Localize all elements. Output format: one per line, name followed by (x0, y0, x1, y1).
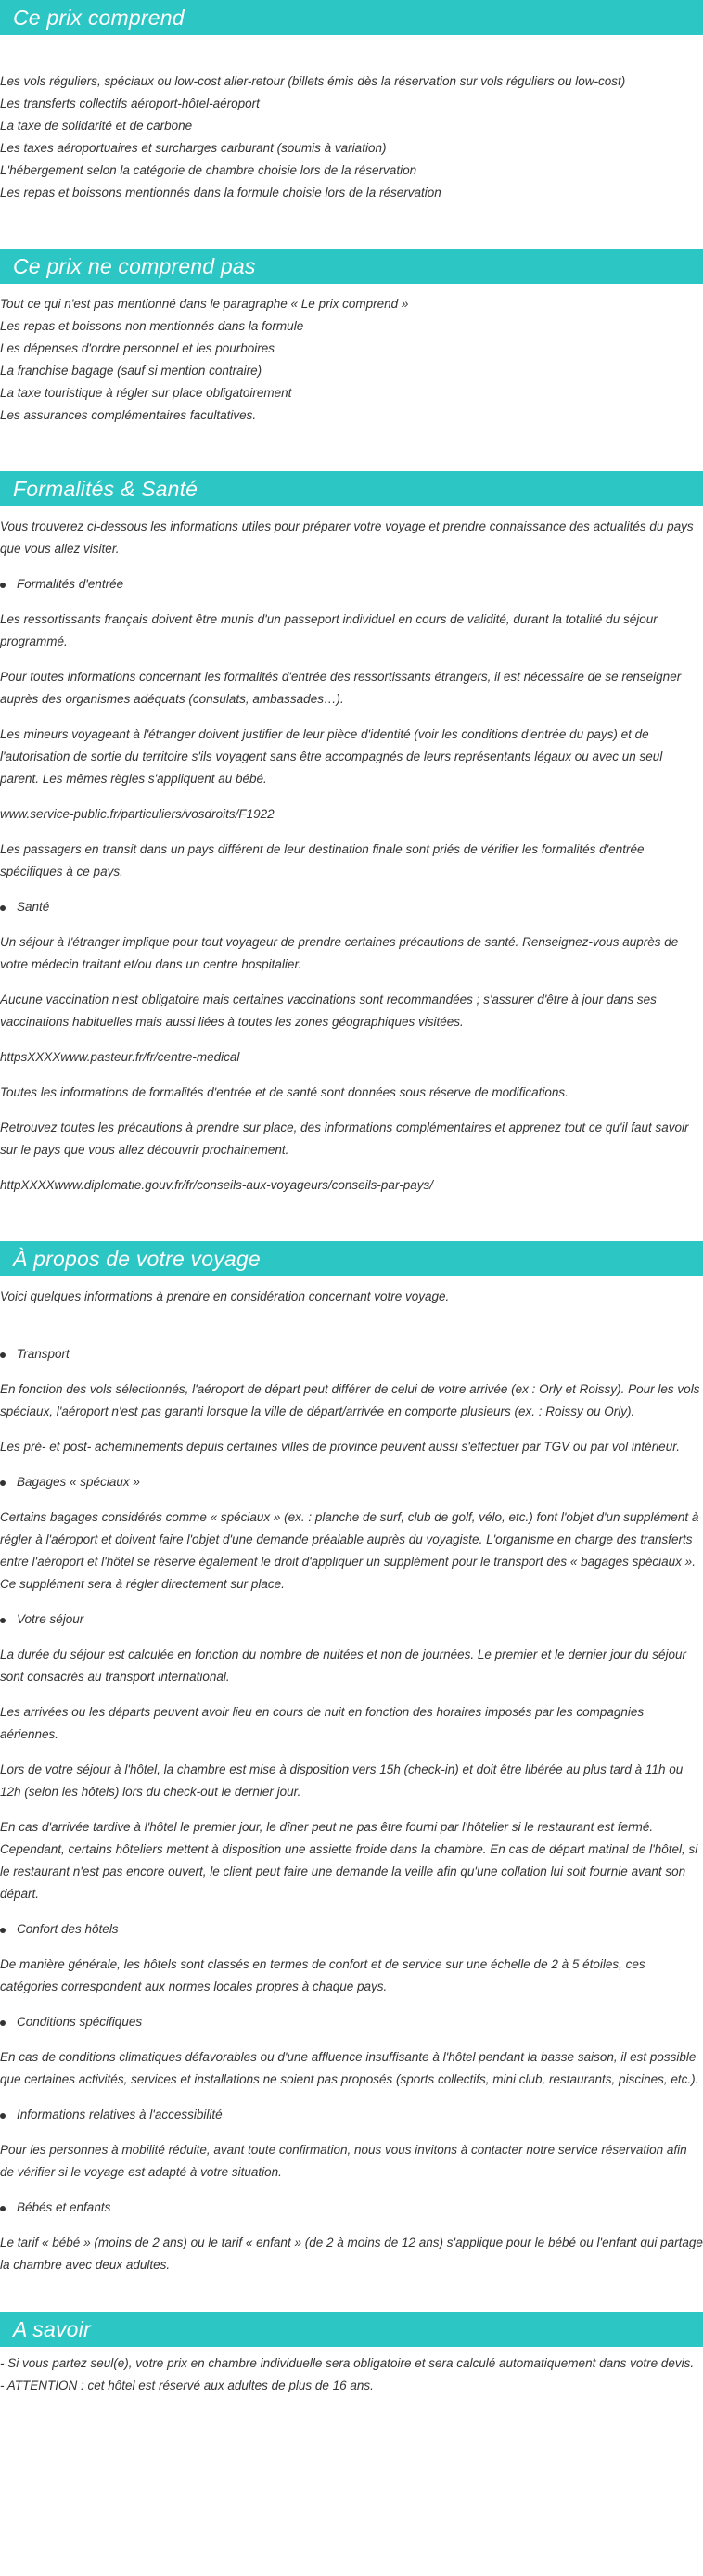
list-item: Les repas et boissons mentionnés dans la formule choisie lors de la réservation (0, 186, 441, 199)
intro-text: Voici quelques informations à prendre en considération concernant votre voyage. (0, 1289, 450, 1303)
paragraph: Certains bagages considérés comme « spéciaux » (ex. : planche de surf, club de golf, vélo, etc.) font l'objet d'un supplément à régler à l'aéroport et doivent faire l'objet d'une demande préalable auprès du voyagiste. L'organisme en charge des transferts entre l'aéroport et l'hôtel se réserve également le droit d'appliquer un supplément pour le transport des « bagages spéciaux ». Ce supplément sera à régler directement sur place. (0, 1510, 699, 1591)
paragraph: En cas d'arrivée tardive à l'hôtel le premier jour, le dîner peut ne pas être fourni par l'hôtelier si le restaurant est fermé. Cependant, certains hôteliers mettent à disposition une assiette froide dans la chambre. En cas de départ matinal de l'hôtel, si le restaurant n'est pas encore ouvert, le client peut faire une demande la veille afin qu'une collation lui soit fournie avant son départ. (0, 1820, 698, 1901)
list-item: La taxe touristique à régler sur place obligatoirement (0, 386, 292, 400)
bullet-heading: Bébés et enfants (0, 2197, 703, 2219)
paragraph: Retrouvez toutes les précautions à prendre sur place, des informations complémentaires et apprenez tout ce qu'il faut savoir sur le pays que vous allez découvrir prochainement. (0, 1121, 689, 1157)
note-line: - Si vous partez seul(e), votre prix en chambre individuelle sera obligatoire et sera calculé automatiquement dans votre devis. (0, 2356, 695, 2370)
pasteur-link[interactable]: httpsXXXXwww.pasteur.fr/fr/centre-medical (0, 1050, 240, 1064)
section-header (0, 249, 703, 284)
section-price-excludes (0, 249, 703, 427)
paragraph: Pour toutes informations concernant les formalités d'entrée des ressortissants étrangers, il est nécessaire de se renseigner auprès des organismes adéquats (consulats, ambassades…). (0, 670, 682, 706)
section-header (0, 471, 703, 506)
list-item: Les vols réguliers, spéciaux ou low-cost aller-retour (billets émis dès la réservation sur vols réguliers ou low-cost) (0, 74, 626, 88)
bullet-heading: Transport (0, 1343, 703, 1365)
section-body (0, 284, 703, 427)
paragraph: Les ressortissants français doivent être munis d'un passeport individuel en cours de validité, durant la totalité du séjour programmé. (0, 612, 658, 648)
paragraph: En cas de conditions climatiques défavorables ou d'une affluence insuffisante à l'hôtel pendant la basse saison, il est possible que certaines activités, services et installations ne soient pas proposés (sports collectifs, mini club, restaurants, piscines, etc.). (0, 2050, 699, 2086)
paragraph: Aucune vaccination n'est obligatoire mais certaines vaccinations sont recommandées ; s'assurer d'être à jour dans ses vaccinations habituelles mais aussi liées à toutes les zones géographiques visitées. (0, 993, 657, 1029)
bullet-heading: Formalités d'entrée (0, 573, 703, 596)
section-header (0, 1241, 703, 1276)
section-formalities-health (0, 471, 703, 1197)
section-price-includes (0, 0, 703, 204)
paragraph: Le tarif « bébé » (moins de 2 ans) ou le tarif « enfant » (de 2 à moins de 12 ans) s'applique pour le bébé ou l'enfant qui partage la chambre avec deux adultes. (0, 2236, 703, 2272)
section-title: A savoir (13, 2316, 91, 2341)
paragraph: Toutes les informations de formalités d'entrée et de santé sont données sous réserve de modifications. (0, 1085, 569, 1099)
list-item: Les taxes aéroportuaires et surcharges carburant (soumis à variation) (0, 141, 387, 155)
section-header (0, 2312, 703, 2347)
paragraph: Les mineurs voyageant à l'étranger doivent justifier de leur pièce d'identité (voir les conditions d'entrée du pays) et de l'autorisation de sortie du territoire s'ils voyagent sans être accompagnés de leurs représentants légaux ou avec un seul parent. Les mêmes règles s'appliquent au bébé. (0, 727, 663, 786)
paragraph: En fonction des vols sélectionnés, l'aéroport de départ peut différer de celui de votre arrivée (ex : Orly et Roissy). Pour les vols spéciaux, l'aéroport n'est pas garanti lorsque la ville de départ/arrivée en comporte plusieurs (ex. : Roissy ou Orly). (0, 1382, 700, 1418)
list-item: La taxe de solidarité et de carbone (0, 119, 193, 133)
section-body (0, 2347, 703, 2397)
section-title: À propos de votre voyage (13, 1246, 261, 1271)
bullet-heading: Conditions spécifiques (0, 2011, 703, 2033)
section-body (0, 35, 703, 204)
section-title: Formalités & Santé (13, 476, 198, 501)
paragraph: Les arrivées ou les départs peuvent avoir lieu en cours de nuit en fonction des horaires imposés par les compagnies aériennes. (0, 1705, 645, 1741)
section-about-trip (0, 1241, 703, 2276)
paragraph: De manière générale, les hôtels sont classés en termes de confort et de service sur une échelle de 2 à 5 étoiles, ces catégories correspondent aux normes locales propres à chaque pays. (0, 1957, 645, 1993)
section-body (0, 506, 703, 1197)
section-title: Ce prix comprend (13, 5, 185, 30)
bullet-heading: Bagages « spéciaux » (0, 1471, 703, 1493)
paragraph: Pour les personnes à mobilité réduite, avant toute confirmation, nous vous invitons à contacter notre service réservation afin de vérifier si le voyage est adapté à votre situation. (0, 2143, 687, 2179)
list-item: La franchise bagage (sauf si mention contraire) (0, 364, 262, 378)
paragraph: Lors de votre séjour à l'hôtel, la chambre est mise à disposition vers 15h (check-in) et doit être libérée au plus tard à 11h ou 12h (selon les hôtels) lors du check-out le dernier jour. (0, 1762, 684, 1799)
paragraph: Les pré- et post- acheminements depuis certaines villes de province peuvent aussi s'effectuer par TGV ou par vol intérieur. (0, 1440, 680, 1454)
bullet-heading: Santé (0, 896, 703, 918)
bullet-heading: Votre séjour (0, 1608, 703, 1631)
list-item: Les dépenses d'ordre personnel et les pourboires (0, 341, 275, 355)
section-title: Ce prix ne comprend pas (13, 253, 256, 278)
list-item: Les transferts collectifs aéroport-hôtel-aéroport (0, 96, 260, 110)
service-public-link[interactable]: www.service-public.fr/particuliers/vosdroits/F1922 (0, 807, 275, 821)
paragraph: Les passagers en transit dans un pays différent de leur destination finale sont priés de vérifier les formalités d'entrée spécifiques à ce pays. (0, 842, 645, 878)
paragraph: Un séjour à l'étranger implique pour tout voyageur de prendre certaines précautions de santé. Renseignez-vous auprès de votre médecin traitant et/ou dans un centre hospitalier. (0, 935, 679, 971)
intro-text: Vous trouverez ci-dessous les informations utiles pour préparer votre voyage et prendre connaissance des actualités du pays que vous allez visiter. (0, 519, 694, 556)
list-item: Tout ce qui n'est pas mentionné dans le paragraphe « Le prix comprend » (0, 297, 409, 311)
diplomatie-link[interactable]: httpXXXXwww.diplomatie.gouv.fr/fr/conseils-aux-voyageurs/conseils-par-pays/ (0, 1178, 433, 1192)
list-item: Les assurances complémentaires facultatives. (0, 408, 257, 422)
note-line: - ATTENTION : cet hôtel est réservé aux adultes de plus de 16 ans. (0, 2378, 374, 2392)
section-good-to-know (0, 2312, 703, 2397)
bullet-heading: Informations relatives à l'accessibilité (0, 2104, 703, 2126)
section-header (0, 0, 703, 35)
list-item: L'hébergement selon la catégorie de chambre choisie lors de la réservation (0, 163, 417, 177)
list-item: Les repas et boissons non mentionnés dans la formule (0, 319, 304, 333)
section-body (0, 1276, 703, 2276)
bullet-heading: Confort des hôtels (0, 1918, 703, 1941)
paragraph: La durée du séjour est calculée en fonction du nombre de nuitées et non de journées. Le premier et le dernier jour du séjour sont consacrés au transport international. (0, 1647, 686, 1684)
